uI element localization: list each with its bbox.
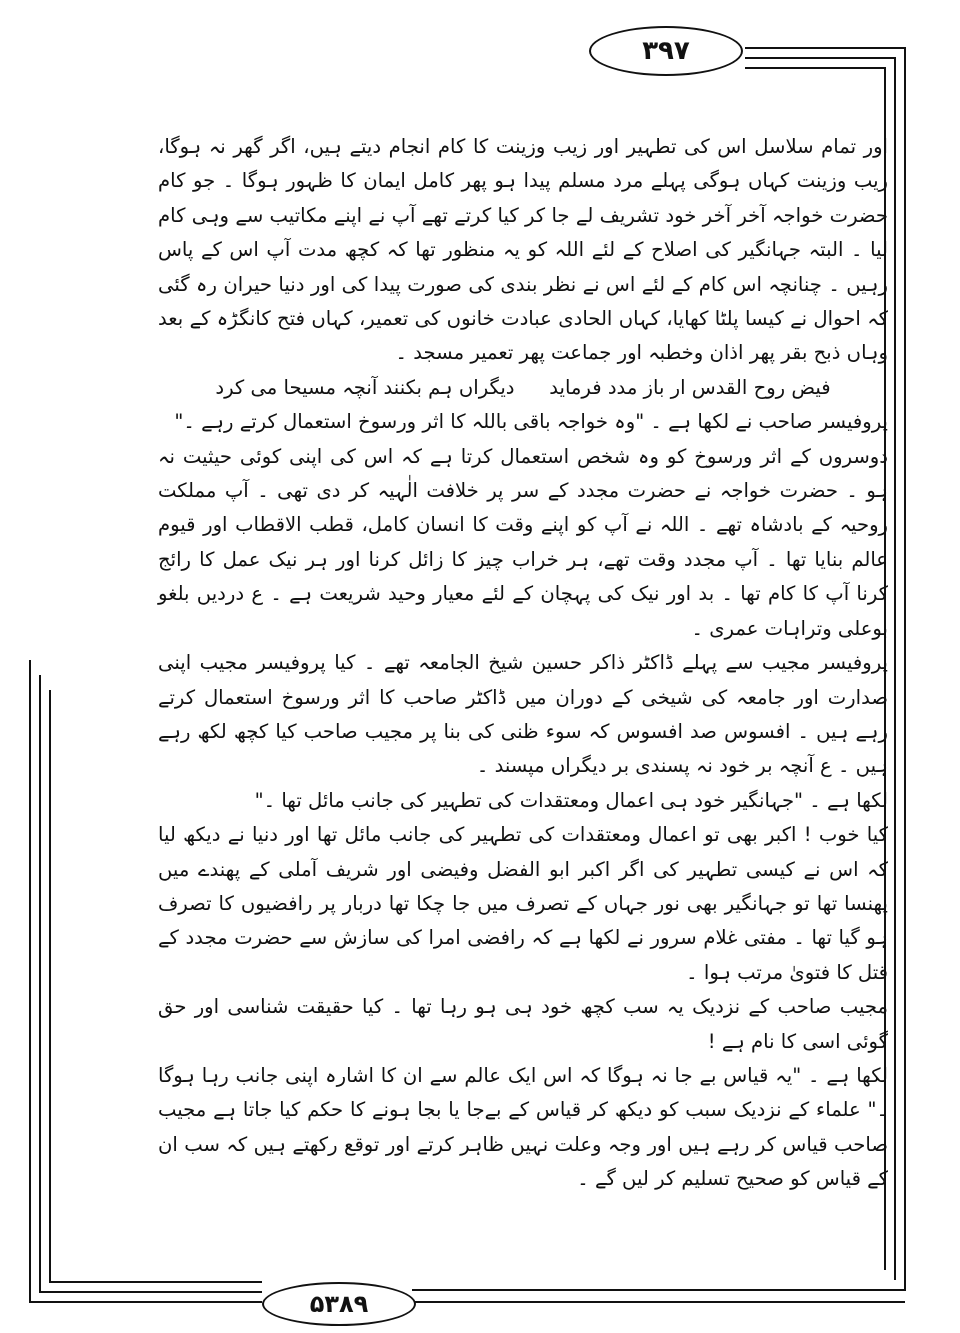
page-number-bottom: [262, 1282, 416, 1326]
paragraph-3: دوسروں کے اثر ورسوخ کو وہ شخص استعمال کرتا ہے کہ اس کی اپنی کوئی حیثیت نہ ہو ۔ حضرت خواجہ نے حضرت مجدد کے سر پر خلافت الٰہیہ کر دی تھی ۔ آپ مملکت روحیہ کے بادشاہ تھے ۔ اللہ نے آپ کو اپنے وقت کا انسان کامل، قطب الاقطاب اور قیوم عالم بنایا تھا ۔ آپ مجدد وقت تھے، ہر خراب چیز کا زائل کرنا اور ہر نیک عمل کا رائج کرنا آپ کا کام تھا ۔ بد اور نیک کی پہچان کے لئے معیار وحید شریعت ہے ۔ ع دردیں بلغو بوعلی وتراہات عمری ۔: [158, 444, 888, 640]
paragraph-6: کیا خوب ! اکبر بھی تو اعمال ومعتقدات کی تطہیر کی جانب مائل تھا اور دنیا نے دیکھ لیا کہ اس نے کیسی تطہیر کی اگر اکبر ابو الفضل وفیضی اور شریف آملی کے پھندے میں پھنسا تھا تو جہانگیر بھی نور جہاں کے تصرف میں جا چکا تھا دربار پر رافضیوں کا تصرف ہو گیا تھا ۔ مفتی غلام سرور نے لکھا ہے کہ رافضی امرا کی سازش سے حضرت مجدد کے قتل کا فتویٰ مرتب ہوا ۔: [158, 823, 888, 984]
persian-verse: [158, 371, 888, 405]
paragraph-1: اور تمام سلاسل اس کی تطہیر اور زیب وزینت کا کام انجام دیتے ہیں، اگر گھر نہ ہوگا، زیب وزینت کہاں ہوگی پہلے مرد مسلم پیدا ہو پھر کامل ایمان کا ظہور ہوگا ۔ جو کام حضرت خواجہ آخر آخر خود تشریف لے جا کر کیا کرتے تھے آپ نے اپنے مکاتیب سے وہی کام لیا ۔ البتہ جہانگیر کی اصلاح کے لئے اللہ کو یہ منظور تھا کہ کچھ مدت آپ اس کے پاس رہیں ۔ چنانچہ اس کام کے لئے اس نے نظر بندی کی صورت پیدا کی اور دنیا حیران رہ گئی کہ احوال نے کیسا پلٹا کھایا، کہاں الحادی عبادت خانوں کی تعمیر، کہاں فتح کانگڑہ کے بعد وہاں ذبح بقر پھر اذان وخطبہ اور جماعت پھر تعمیر مسجد ۔: [158, 135, 888, 365]
paragraph-4: پروفیسر مجیب سے پہلے ڈاکٹر ذاکر حسین شیخ الجامعہ تھے ۔ کیا پروفیسر مجیب اپنی صدارت اور جامعہ کی شیخی کے دوران میں ڈاکٹر صاحب کا اثر ورسوخ استعمال کرتے رہے ہیں ۔ افسوس صد افسوس کہ سوء ظنی کی بنا پر مجیب صاحب کیا کچھ لکھ رہے ہیں ۔ ع آنچہ بر خود نہ پسندی بر دیگراں مپسند ۔: [158, 651, 888, 778]
verse-first-hemistich: فیض روح القدس ار باز مدد فرماید: [549, 375, 831, 399]
paragraph-8: لکھا ہے ۔ "یہ قیاس بے جا نہ ہوگا کہ اس ایک عالم سے ان کا اشارہ اپنی جانب رہا ہوگا ۔" علماء کے نزدیک سبب کو دیکھ کر قیاس کے بےجا یا بجا ہونے کا حکم کیا جاتا ہے مجیب صاحب قیاس کر رہے ہیں اور وجہ وعلت نہیں ظاہر کرتے اور توقع رکھتے ہیں کہ سب ان کے قیاس کو صحیح تسلیم کر لیں گے ۔: [158, 1063, 888, 1191]
paragraph-2: پروفیسر صاحب نے لکھا ہے ۔ "وہ خواجہ باقی باللہ کا اثر ورسوخ استعمال کرتے رہے ۔": [174, 410, 888, 434]
page-number-top: [589, 26, 743, 76]
paragraph-7: مجیب صاحب کے نزدیک یہ سب کچھ خود ہی ہو رہا تھا ۔ کیا حقیقت شناسی اور حق گوئی اسی کا نام ہے !: [158, 995, 888, 1053]
verse-second-hemistich: دیگراں ہم بکنند آنچہ مسیحا می کرد: [215, 375, 515, 399]
paragraph-5: لکھا ہے ۔ "جہانگیر خود ہی اعمال ومعتقدات کی تطہیر کی جانب مائل تھا ۔": [254, 788, 888, 812]
document-body: [158, 130, 888, 1197]
page-number-bottom-text: ۵۳۸۹: [309, 1290, 369, 1318]
page-number-top-text: ۳۹۷: [642, 36, 690, 66]
